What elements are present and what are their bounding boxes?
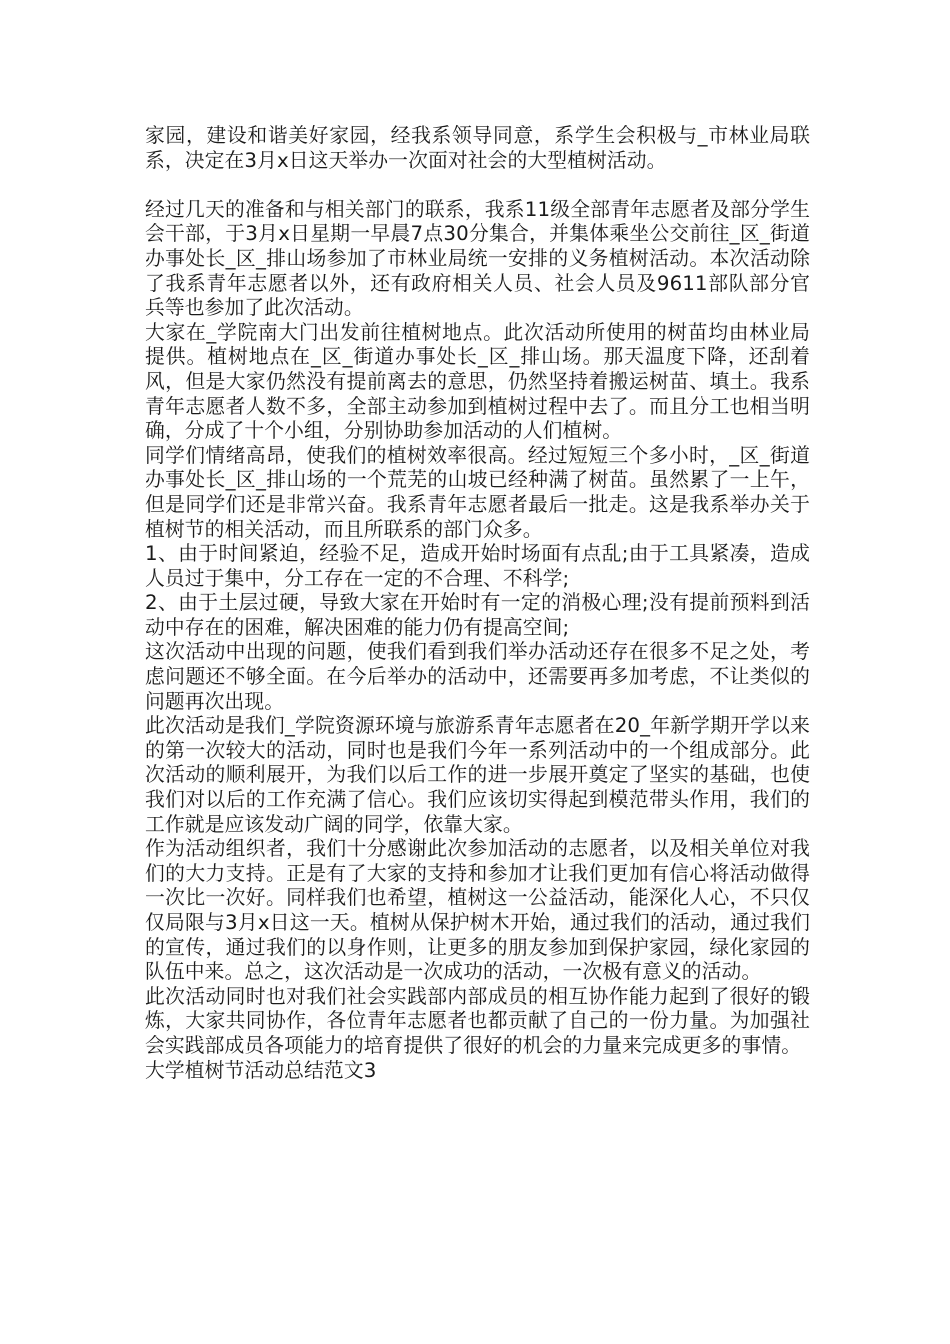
paragraph-problem-1: 1、由于时间紧迫，经验不足，造成开始时场面有点乱;由于工具紧凑，造成人员过于集中，分工存在一定的不合理、不科学; bbox=[145, 542, 810, 590]
document-body bbox=[145, 124, 810, 1083]
paragraph-preparation: 经过几天的准备和与相关部门的联系，我系11级全部青年志愿者及部分学生会干部，于3月x日星期一早晨7点30分集合，并集体乘坐公交前往_区_街道办事处长_区_排山场参加了市林业局统一安排的义务植树活动。本次活动除了我系青年志愿者以外，还有政府相关人员、社会人员及9611部队部分官兵等也参加了此次活动。 bbox=[145, 197, 810, 320]
paragraph-thanks: 作为活动组织者，我们十分感谢此次参加活动的志愿者，以及相关单位对我们的大力支持。正是有了大家的支持和参加才让我们更加有信心将活动做得一次比一次好。同样我们也希望，植树这一公益活动，能深化人心，不只仅仅局限与3月x日这一天。植树从保护树木开始，通过我们的活动，通过我们的宣传，通过我们的以身作则，让更多的朋友参加到保护家园，绿化家园的队伍中来。总之，这次活动是一次成功的活动，一次极有意义的活动。 bbox=[145, 837, 810, 984]
paragraph-intro: 家园，建设和谐美好家园，经我系领导同意，系学生会积极与_市林业局联系，决定在3月x日这天举办一次面对社会的大型植树活动。 bbox=[145, 124, 810, 172]
paragraph-efficiency: 同学们情绪高昂，使我们的植树效率很高。经过短短三个多小时，_区_街道办事处长_区_排山场的一个荒芜的山坡已经种满了树苗。虽然累了一上午，但是同学们还是非常兴奋。我系青年志愿者最后一批走。这是我系举办关于植树节的相关活动，而且所联系的部门众多。 bbox=[145, 443, 810, 541]
paragraph-reflection: 这次活动中出现的问题，使我们看到我们举办活动还存在很多不足之处，考虑问题还不够全面。在今后举办的活动中，还需要再多加考虑，不让类似的问题再次出现。 bbox=[145, 640, 810, 713]
paragraph-teamwork: 此次活动同时也对我们社会实践部内部成员的相互协作能力起到了很好的锻炼，大家共同协作，各位青年志愿者也都贡献了自己的一份力量。为加强社会实践部成员各项能力的培育提供了很好的机会的力量来完成更多的事情。 bbox=[145, 984, 810, 1057]
paragraph-problem-2: 2、由于土层过硬，导致大家在开始时有一定的消极心理;没有提前预料到活动中存在的困难，解决困难的能力仍有提高空间; bbox=[145, 591, 810, 639]
paragraph-gap bbox=[145, 173, 810, 198]
paragraph-planting-site: 大家在_学院南大门出发前往植树地点。此次活动所使用的树苗均由林业局提供。植树地点在_区_街道办事处长_区_排山场。那天温度下降，还刮着风，但是大家仍然没有提前离去的意思，仍然坚持着搬运树苗、填土。我系青年志愿者人数不多，全部主动参加到植树过程中去了。而且分工也相当明确，分成了十个小组，分别协助参加活动的人们植树。 bbox=[145, 320, 810, 443]
paragraph-significance: 此次活动是我们_学院资源环境与旅游系青年志愿者在20_年新学期开学以来的第一次较大的活动，同时也是我们今年一系列活动中的一个组成部分。此次活动的顺利展开，为我们以后工作的进一步展开奠定了坚实的基础，也使我们对以后的工作充满了信心。我们应该切实得起到模范带头作用，我们的工作就是应该发动广阔的同学，依靠大家。 bbox=[145, 714, 810, 836]
paragraph-next-title: 大学植树节活动总结范文3 bbox=[145, 1058, 377, 1082]
